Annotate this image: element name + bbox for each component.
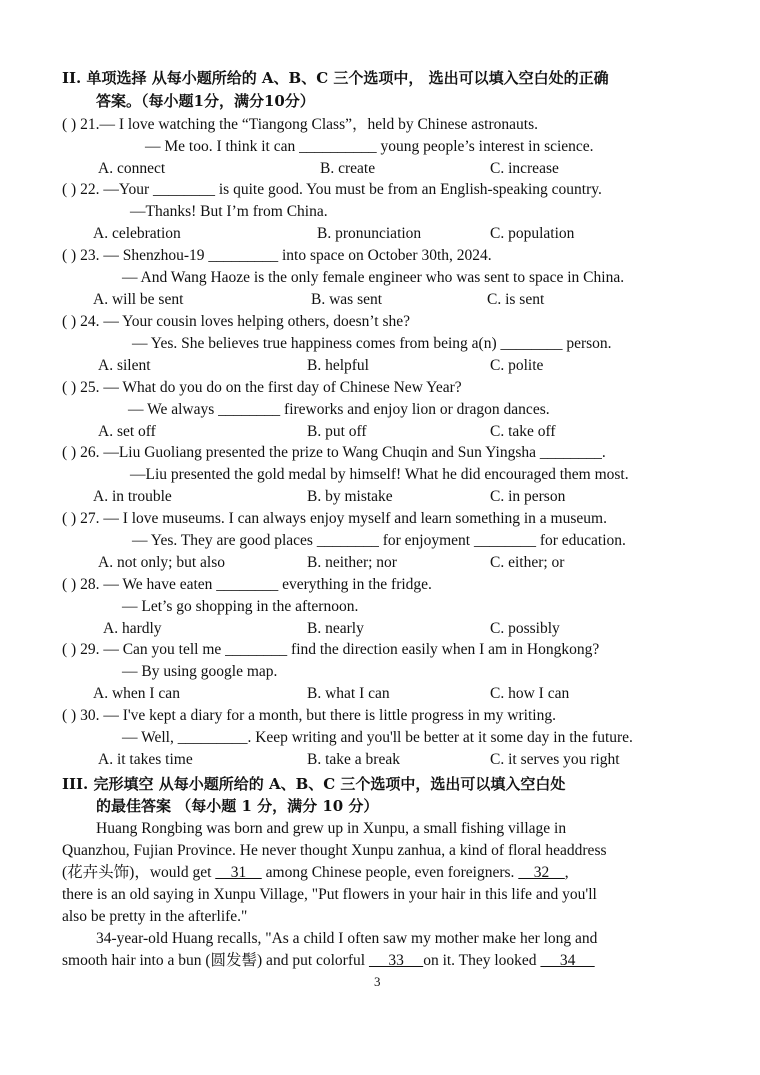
- question-22-reply: —Thanks! But I’m from China.: [130, 203, 328, 220]
- blank-32: 32: [518, 864, 565, 881]
- passage-line-6: 34-year-old Huang recalls, "As a child I often saw my mother make her long and: [96, 930, 598, 947]
- passage-line-2: Quanzhou, Fujian Province. He never thought Xunpu zanhua, a kind of floral headdress: [62, 842, 607, 859]
- page-number: 3: [374, 974, 381, 989]
- section-2-title: II. 单项选择 从每小题所给的 A、B、C 三个选项中， 选出可以填入空白处的正确: [62, 69, 609, 87]
- passage-text: ,: [564, 864, 569, 881]
- passage-line-5: also be pretty in the afterlife.": [62, 908, 248, 925]
- question-26-option-b: B. by mistake: [307, 488, 393, 505]
- question-28-option-a: A. hardly: [103, 620, 162, 637]
- passage-line-3: [62, 863, 569, 883]
- question-29-option-a: A. when I can: [93, 685, 180, 702]
- question-27-stem: ( ) 27. — I love museums. I can always enjoy myself and learn something in a museum.: [62, 510, 607, 527]
- passage-text: smooth hair into a bun (圆发髻) and put colorful: [62, 952, 369, 969]
- question-23-option-a: A. will be sent: [93, 291, 184, 308]
- passage-line-1: Huang Rongbing was born and grew up in Xunpu, a small fishing village in: [96, 820, 567, 837]
- question-30-option-b: B. take a break: [307, 751, 400, 768]
- question-21-stem: ( ) 21.— I love watching the “Tiangong Class”，held by Chinese astronauts.: [62, 116, 538, 133]
- question-23-stem: ( ) 23. — Shenzhou-19 _________ into space on October 30th, 2024.: [62, 247, 492, 264]
- blank-33: 33: [368, 952, 424, 969]
- question-29-reply: — By using google map.: [122, 663, 278, 680]
- question-21-option-a: A. connect: [98, 160, 166, 177]
- question-23-option-b: B. was sent: [311, 291, 383, 308]
- question-29-stem: ( ) 29. — Can you tell me ________ find the direction easily when I am in Hongkong?: [62, 641, 600, 658]
- question-27-option-b: B. neither; nor: [307, 554, 397, 571]
- question-23-option-c: C. is sent: [487, 291, 545, 308]
- question-22-option-a: A. celebration: [93, 225, 181, 242]
- question-27-reply: — Yes. They are good places ________ for enjoyment ________ for education.: [132, 532, 626, 549]
- question-21-reply: — Me too. I think it can __________ young people’s interest in science.: [145, 138, 594, 155]
- question-25-option-a: A. set off: [98, 423, 156, 440]
- blank-34: 34: [540, 952, 595, 969]
- passage-text: among Chinese people, even foreigners.: [261, 864, 519, 881]
- question-25-reply: — We always ________ fireworks and enjoy lion or dragon dances.: [128, 401, 550, 418]
- question-28-option-b: B. nearly: [307, 620, 364, 637]
- question-25-option-b: B. put off: [307, 423, 367, 440]
- question-30-option-a: A. it takes time: [98, 751, 193, 768]
- question-28-option-c: C. possibly: [490, 620, 560, 637]
- question-26-option-a: A. in trouble: [93, 488, 172, 505]
- question-27-option-a: A. not only; but also: [98, 554, 226, 571]
- question-24-option-c: C. polite: [490, 357, 544, 374]
- question-30-stem: ( ) 30. — I've kept a diary for a month, but there is little progress in my writing.: [62, 707, 556, 724]
- question-22-stem: ( ) 22. —Your ________ is quite good. You must be from an English-speaking country.: [62, 181, 602, 198]
- question-27-option-c: C. either; or: [490, 554, 565, 571]
- question-26-reply: —Liu presented the gold medal by himself! What he did encouraged them most.: [130, 466, 629, 483]
- question-29-option-c: C. how I can: [490, 685, 570, 702]
- question-22-option-c: C. population: [490, 225, 575, 242]
- question-24-reply: — Yes. She believes true happiness comes from being a(n) ________ person.: [132, 335, 612, 352]
- question-21-option-c: C. increase: [490, 160, 559, 177]
- question-28-stem: ( ) 28. — We have eaten ________ everything in the fridge.: [62, 576, 432, 593]
- question-25-stem: ( ) 25. — What do you do on the first day of Chinese New Year?: [62, 379, 462, 396]
- question-24-option-a: A. silent: [98, 357, 151, 374]
- passage-text: (花卉头饰)，would get: [62, 864, 216, 881]
- question-30-option-c: C. it serves you right: [490, 751, 620, 768]
- question-24-stem: ( ) 24. — Your cousin loves helping others, doesn’t she?: [62, 313, 411, 330]
- question-21-option-b: B. create: [320, 160, 376, 177]
- section-3-title: III. 完形填空 从每小题所给的 A、B、C 三个选项中，选出可以填入空白处: [62, 775, 566, 793]
- section-3-subtitle: 的最佳答案 （每小题 1 分，满分 10 分）: [96, 797, 379, 815]
- section-2-subtitle: 答案。（每小题1分，满分10分）: [96, 92, 315, 110]
- passage-line-7: [62, 951, 595, 971]
- question-26-stem: ( ) 26. —Liu Guoliang presented the prize to Wang Chuqin and Sun Yingsha ________.: [62, 444, 606, 461]
- question-28-reply: — Let’s go shopping in the afternoon.: [122, 598, 359, 615]
- question-24-option-b: B. helpful: [307, 357, 369, 374]
- blank-31: 31: [215, 864, 262, 881]
- passage-text: on it. They looked: [423, 952, 541, 969]
- passage-line-4: there is an old saying in Xunpu Village, "Put flowers in your hair in this life and you'll: [62, 886, 597, 903]
- question-23-reply: — And Wang Haoze is the only female engineer who was sent to space in China.: [122, 269, 625, 286]
- question-26-option-c: C. in person: [490, 488, 566, 505]
- question-29-option-b: B. what I can: [307, 685, 390, 702]
- question-25-option-c: C. take off: [490, 423, 556, 440]
- question-30-reply: — Well, _________. Keep writing and you'll be better at it some day in the future.: [122, 729, 633, 746]
- question-22-option-b: B. pronunciation: [317, 225, 422, 242]
